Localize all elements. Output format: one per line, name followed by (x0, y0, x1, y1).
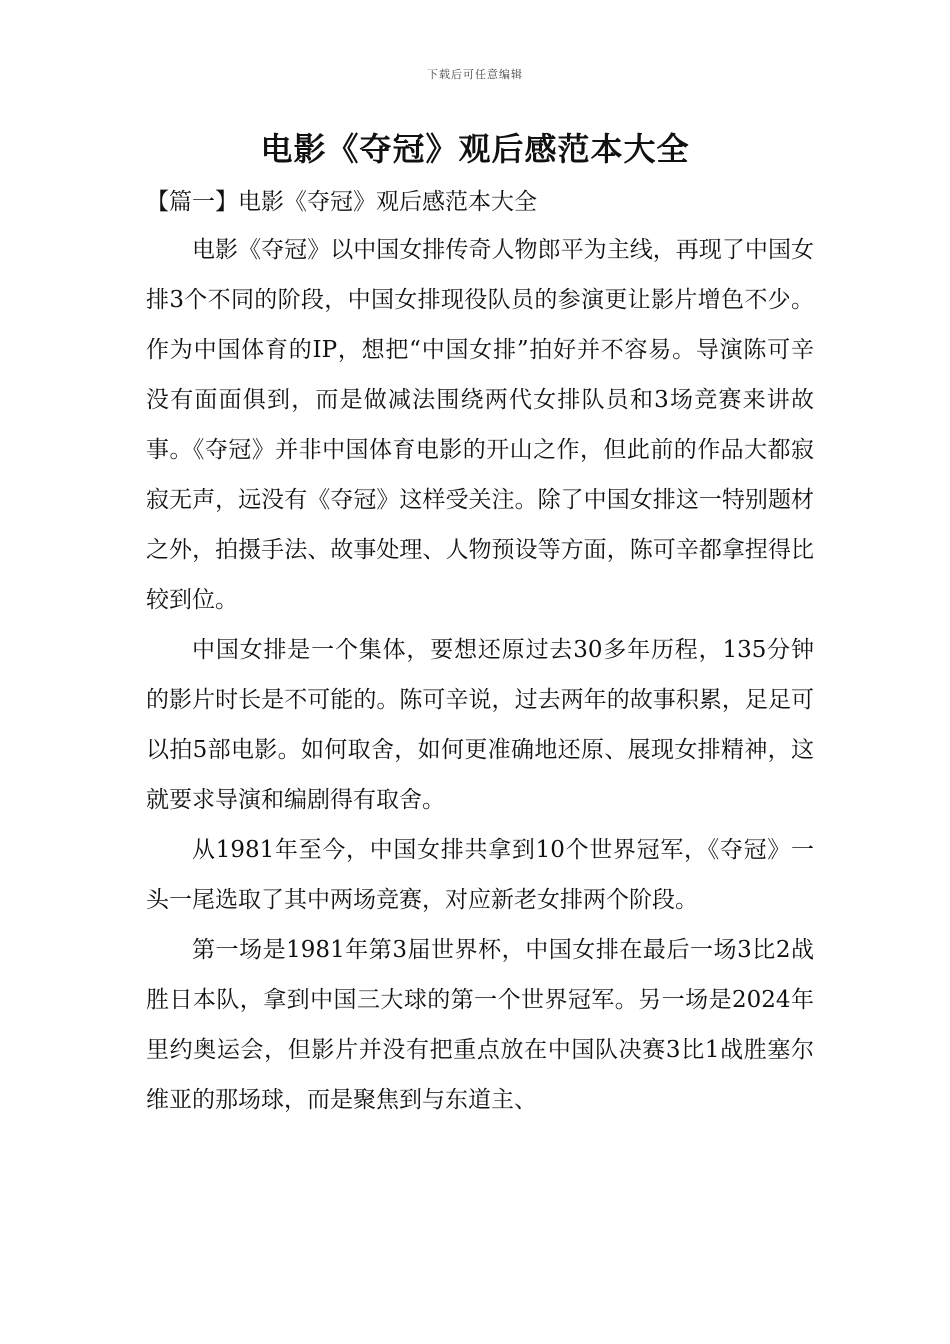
body-text (146, 225, 814, 1125)
paragraph-4: 第一场是1981年第3届世界杯，中国女排在最后一场3比2战胜日本队，拿到中国三大球的第一个世界冠军。另一场是2024年里约奥运会，但影片并没有把重点放在中国队决赛3比1战胜塞尔维亚的那场球，而是聚焦到与东道主、 (146, 937, 814, 1113)
section-heading: 【篇一】电影《夺冠》观后感范本大全 (146, 189, 537, 215)
header-note: 下载后可任意编辑 (427, 68, 523, 81)
paragraph-3: 从1981年至今，中国女排共拿到10个世界冠军，《夺冠》一头一尾选取了其中两场竞赛，对应新老女排两个阶段。 (146, 837, 814, 913)
paragraph-2: 中国女排是一个集体，要想还原过去30多年历程，135分钟的影片时长是不可能的。陈可辛说，过去两年的故事积累，足足可以拍5部电影。如何取舍，如何更准确地还原、展现女排精神，这就要求导演和编剧得有取舍。 (146, 637, 814, 813)
document-title: 电影《夺冠》观后感范本大全 (260, 130, 690, 168)
paragraph-1: 电影《夺冠》以中国女排传奇人物郎平为主线，再现了中国女排3个不同的阶段，中国女排现役队员的参演更让影片增色不少。作为中国体育的IP，想把“中国女排”拍好并不容易。导演陈可辛没有面面俱到，而是做减法围绕两代女排队员和3场竞赛来讲故事。《夺冠》并非中国体育电影的开山之作，但此前的作品大都寂寂无声，远没有《夺冠》这样受关注。除了中国女排这一特别题材之外，拍摄手法、故事处理、人物预设等方面，陈可辛都拿捏得比较到位。 (146, 237, 814, 613)
